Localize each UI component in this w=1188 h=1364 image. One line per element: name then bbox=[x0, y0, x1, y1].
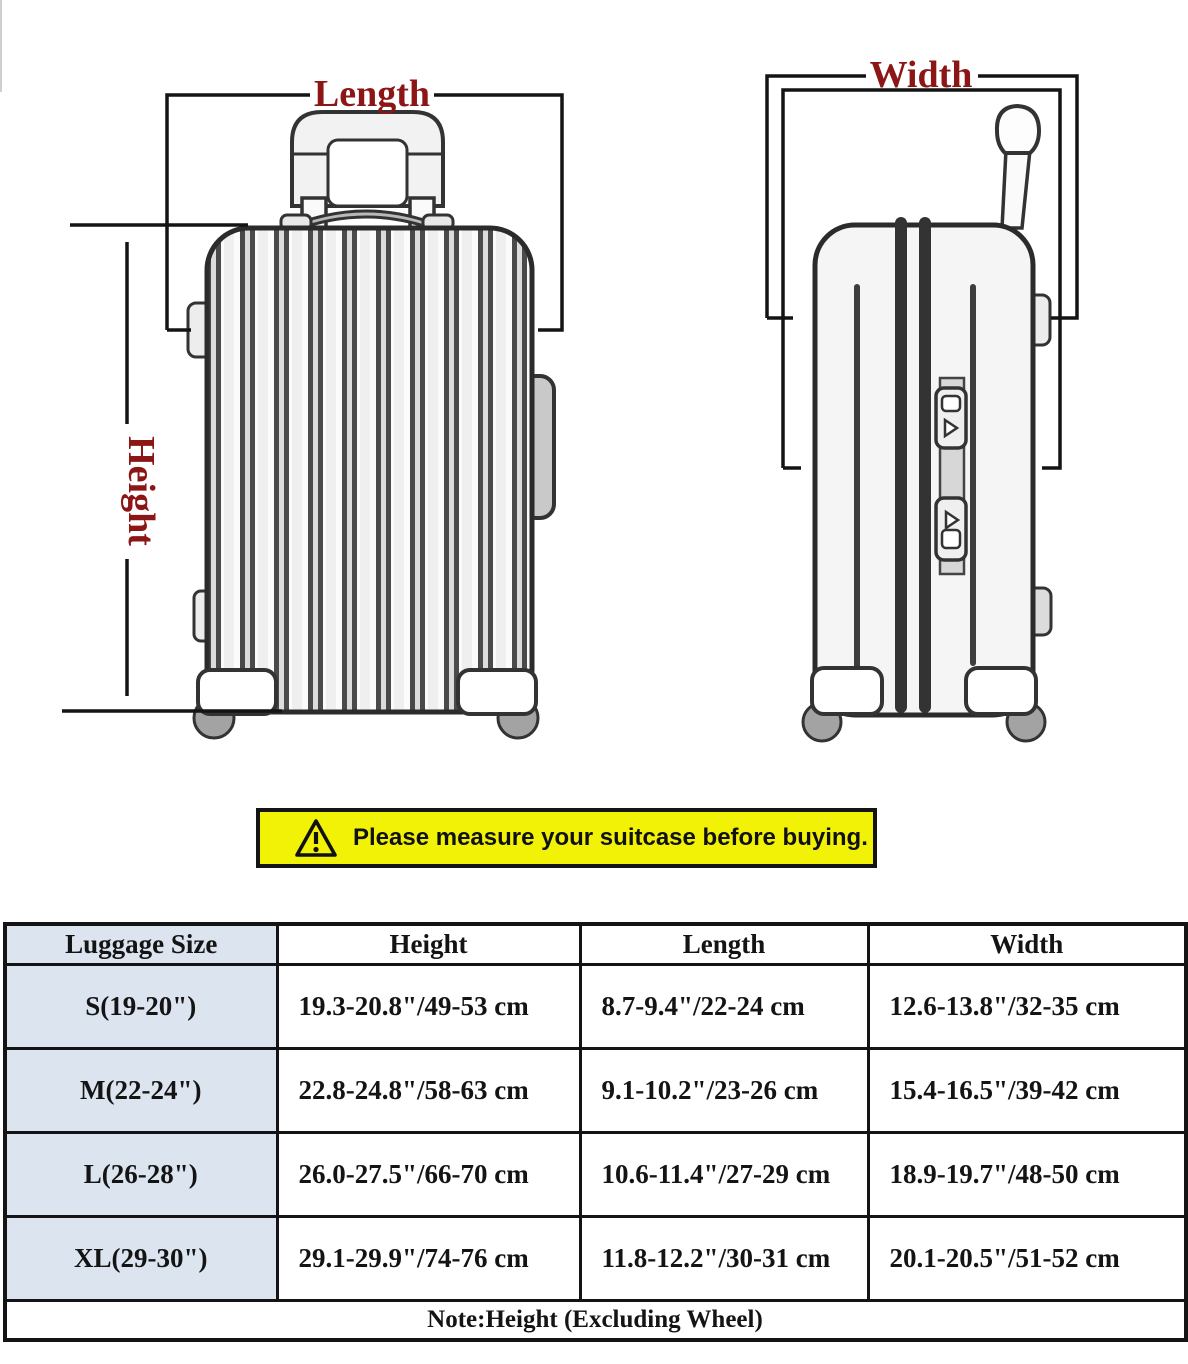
side-wheel-housing-right bbox=[966, 668, 1036, 714]
table-row-l bbox=[5, 1132, 1186, 1216]
height-cell: 29.1-29.9"/74-76 cm bbox=[277, 1216, 580, 1300]
trolley-knob bbox=[997, 106, 1039, 153]
header-height: Height bbox=[277, 924, 580, 964]
header-luggage-size: Luggage Size bbox=[5, 924, 277, 964]
length-cell: 10.6-11.4"/27-29 cm bbox=[580, 1132, 868, 1216]
suitcase-front-view bbox=[188, 112, 554, 738]
front-body-shell bbox=[207, 228, 532, 712]
size-cell: L(26-28") bbox=[5, 1132, 277, 1216]
length-cell: 9.1-10.2"/23-26 cm bbox=[580, 1048, 868, 1132]
height-label: Height bbox=[120, 436, 162, 546]
height-cell: 26.0-27.5"/66-70 cm bbox=[277, 1132, 580, 1216]
spine-bar-right bbox=[919, 217, 931, 713]
header-width: Width bbox=[868, 924, 1186, 964]
length-cell: 8.7-9.4"/22-24 cm bbox=[580, 964, 868, 1048]
trolley-rod bbox=[1002, 150, 1030, 228]
width-cell: 12.6-13.8"/32-35 cm bbox=[868, 964, 1186, 1048]
table-row-xl bbox=[5, 1216, 1186, 1300]
suitcase-side-view bbox=[803, 106, 1051, 741]
header-length: Length bbox=[580, 924, 868, 964]
note-cell: Note:Height (Excluding Wheel) bbox=[5, 1300, 1186, 1340]
telescopic-handle-cutout bbox=[328, 140, 407, 206]
width-cell: 15.4-16.5"/39-42 cm bbox=[868, 1048, 1186, 1132]
length-cell: 11.8-12.2"/30-31 cm bbox=[580, 1216, 868, 1300]
table-note-row bbox=[5, 1300, 1186, 1340]
luggage-size-table bbox=[3, 922, 1188, 1342]
width-label: Width bbox=[869, 54, 973, 96]
table-row-s bbox=[5, 964, 1186, 1048]
width-cell: 20.1-20.5"/51-52 cm bbox=[868, 1216, 1186, 1300]
size-cell: XL(29-30") bbox=[5, 1216, 277, 1300]
warning-text: Please measure your suitcase before buying. bbox=[353, 824, 868, 851]
table-row-m bbox=[5, 1048, 1186, 1132]
warning-triangle-icon bbox=[294, 817, 338, 859]
warning-banner bbox=[256, 808, 877, 868]
width-cell: 18.9-19.7"/48-50 cm bbox=[868, 1132, 1186, 1216]
side-wheel-housing-left bbox=[812, 668, 882, 714]
size-cell: S(19-20") bbox=[5, 964, 277, 1048]
size-cell: M(22-24") bbox=[5, 1048, 277, 1132]
length-label: Length bbox=[313, 73, 431, 115]
front-wheel-housing-left bbox=[198, 670, 276, 714]
height-cell: 22.8-24.8"/58-63 cm bbox=[277, 1048, 580, 1132]
height-cell: 19.3-20.8"/49-53 cm bbox=[277, 964, 580, 1048]
table-header-row bbox=[5, 924, 1186, 964]
spine-bar-left bbox=[895, 217, 907, 713]
front-wheel-housing-right bbox=[458, 670, 536, 714]
